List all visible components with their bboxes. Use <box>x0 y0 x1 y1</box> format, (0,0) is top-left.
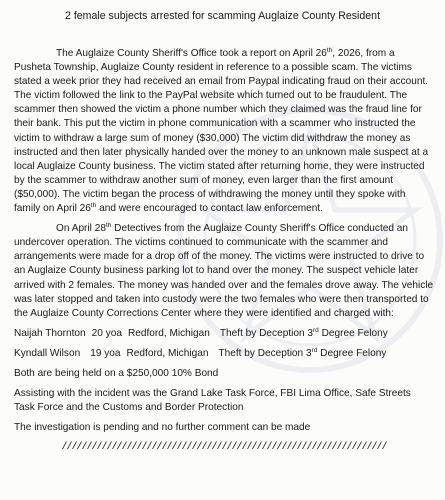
suspect-charge: Theft by Deception 3rd Degree Felony <box>218 346 387 359</box>
investigation-status: The investigation is pending and no further comment can be made <box>14 422 311 434</box>
suspect-city: Redford, Michigan <box>126 347 209 359</box>
suspect-row <box>14 327 434 341</box>
suspect-row <box>14 347 434 361</box>
report-paragraph: The Auglaize County Sheriff's Office took a report on April 26th, 2026, from a Pusheta Township, Auglaize County resident in reference to a possible scam. The victims stated a week prior they had received an email from Paypal indicating fraud on their account. The victim followed the link to the PayPal website which turned out to be fraudulent. The scammer then showed the victim a phone number which they claimed was the fraud line for their bank. This put the victim in phone communication with a scammer who instructed the victim to withdraw a large sum of money ($30,000) The victim did withdraw the money as instructed and then later physically handed over the money to an unknown male suspect at a local Auglaize County business. The victim stated after returning home, they were instructed by the scammer to withdraw another sum of money, even larger than the first amount ($50,000). The victim began the process of withdrawing the money until they spoke with family on April 26th and were encouraged to contact law enforcement. <box>14 47 429 215</box>
suspect-age: 20 yoa <box>91 327 122 339</box>
suspect-name: Kyndall Wilson <box>14 347 81 359</box>
document-body <box>14 47 434 455</box>
suspect-charge: Theft by Deception 3rd Degree Felony <box>219 326 388 339</box>
assisting-agencies: Assisting with the incident was the Grand Lake Task Force, FBI Lima Office, Safe Streets Task Force and the Customs and Border Protection <box>14 388 411 414</box>
suspect-name: Naijah Thornton <box>14 327 86 339</box>
operation-paragraph: On April 28th Detectives from the Auglaize County Sheriff's Office conducted an undercover operation. The victims continued to communicate with the scammer and arrangements were made for a drop off of the money. The victims were instructed to drive to an Auglaize County business parking lot to hand over the money. The suspect vehicle later arrived with 2 females. The money was handed over and the females drove away. The vehicle was later stopped and taken into custody were the two females who were then transported to the Auglaize County Corrections Center where they were identified and charged with: <box>14 222 434 319</box>
end-of-release-marker: ///////////////////////////////////////////////////////////////// <box>61 442 387 454</box>
suspect-age: 19 yoa <box>90 347 121 359</box>
suspect-city: Redford, Michigan <box>127 327 210 339</box>
bond-line: Both are being held on a $250,000 10% Bond <box>14 367 219 379</box>
page-title: 2 female subjects arrested for scamming Auglaize County Resident <box>64 10 381 22</box>
